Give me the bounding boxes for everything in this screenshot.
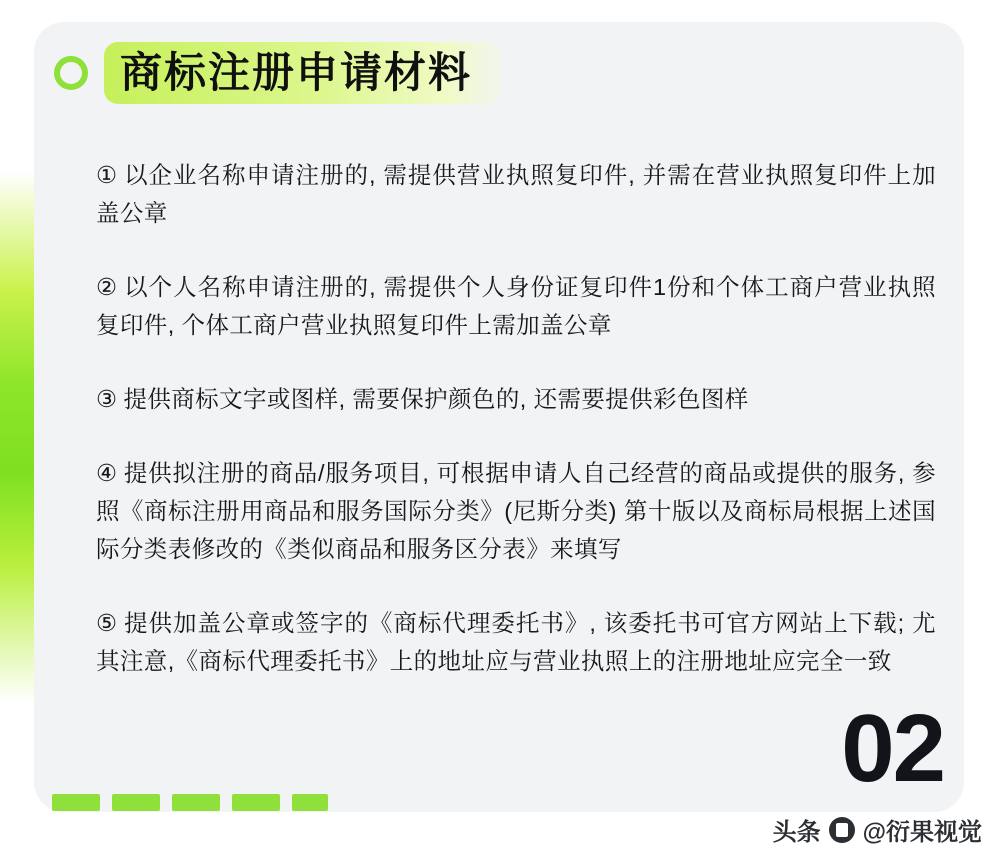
list-item-text: 以个人名称申请注册的, 需提供个人身份证复印件1份和个体工商户营业执照复印件, 个体工商户营业执照复印件上需加盖公章 xyxy=(96,273,936,338)
left-gradient-strip xyxy=(0,0,34,857)
page-title: 商标注册申请材料 xyxy=(120,49,473,96)
list-item-text: 提供拟注册的商品/服务项目, 可根据申请人自己经营的商品或提供的服务, 参照《商标注册用商品和服务国际分类》(尼斯分类) 第十版以及商标局根据上述国际分类表修改的《类似商品和服务区分表》来填写 xyxy=(96,459,936,562)
dash-segment xyxy=(172,794,220,811)
list-item-number: ② xyxy=(96,273,119,300)
list-item-number: ③ xyxy=(96,385,118,412)
dash-segment xyxy=(112,794,160,811)
card-header xyxy=(54,38,502,108)
watermark xyxy=(773,812,982,847)
circle-outline-icon xyxy=(54,56,88,90)
watermark-platform: 头条 xyxy=(772,819,821,846)
list-item xyxy=(96,454,936,568)
list-item-number: ⑤ xyxy=(96,610,119,636)
title-pill xyxy=(104,42,502,104)
dash-decoration xyxy=(52,794,328,811)
list-item xyxy=(96,268,936,344)
dash-segment xyxy=(292,794,328,811)
list-item-number: ① xyxy=(96,161,119,188)
watermark-account: @衍果视觉 xyxy=(862,819,982,846)
list-item xyxy=(96,604,936,680)
list-item-text: 以企业名称申请注册的, 需提供营业执照复印件, 并需在营业执照复印件上加盖公章 xyxy=(96,161,937,226)
list-item-text: 提供加盖公章或签字的《商标代理委托书》, 该委托书可官方网站上下载; 尤其注意,《商标代理委托书》上的地址应与营业执照上的注册地址应完全一致 xyxy=(96,610,937,675)
dash-segment xyxy=(232,794,280,811)
page-number: 02 xyxy=(841,695,944,802)
toutiao-logo-icon xyxy=(829,817,855,843)
list-item xyxy=(96,380,936,418)
list-item-text: 提供商标文字或图样, 需要保护颜色的, 还需要提供彩色图样 xyxy=(123,385,749,412)
list-item xyxy=(96,156,936,232)
list-item-number: ④ xyxy=(96,459,118,486)
material-list xyxy=(96,132,936,680)
dash-segment xyxy=(52,794,100,811)
